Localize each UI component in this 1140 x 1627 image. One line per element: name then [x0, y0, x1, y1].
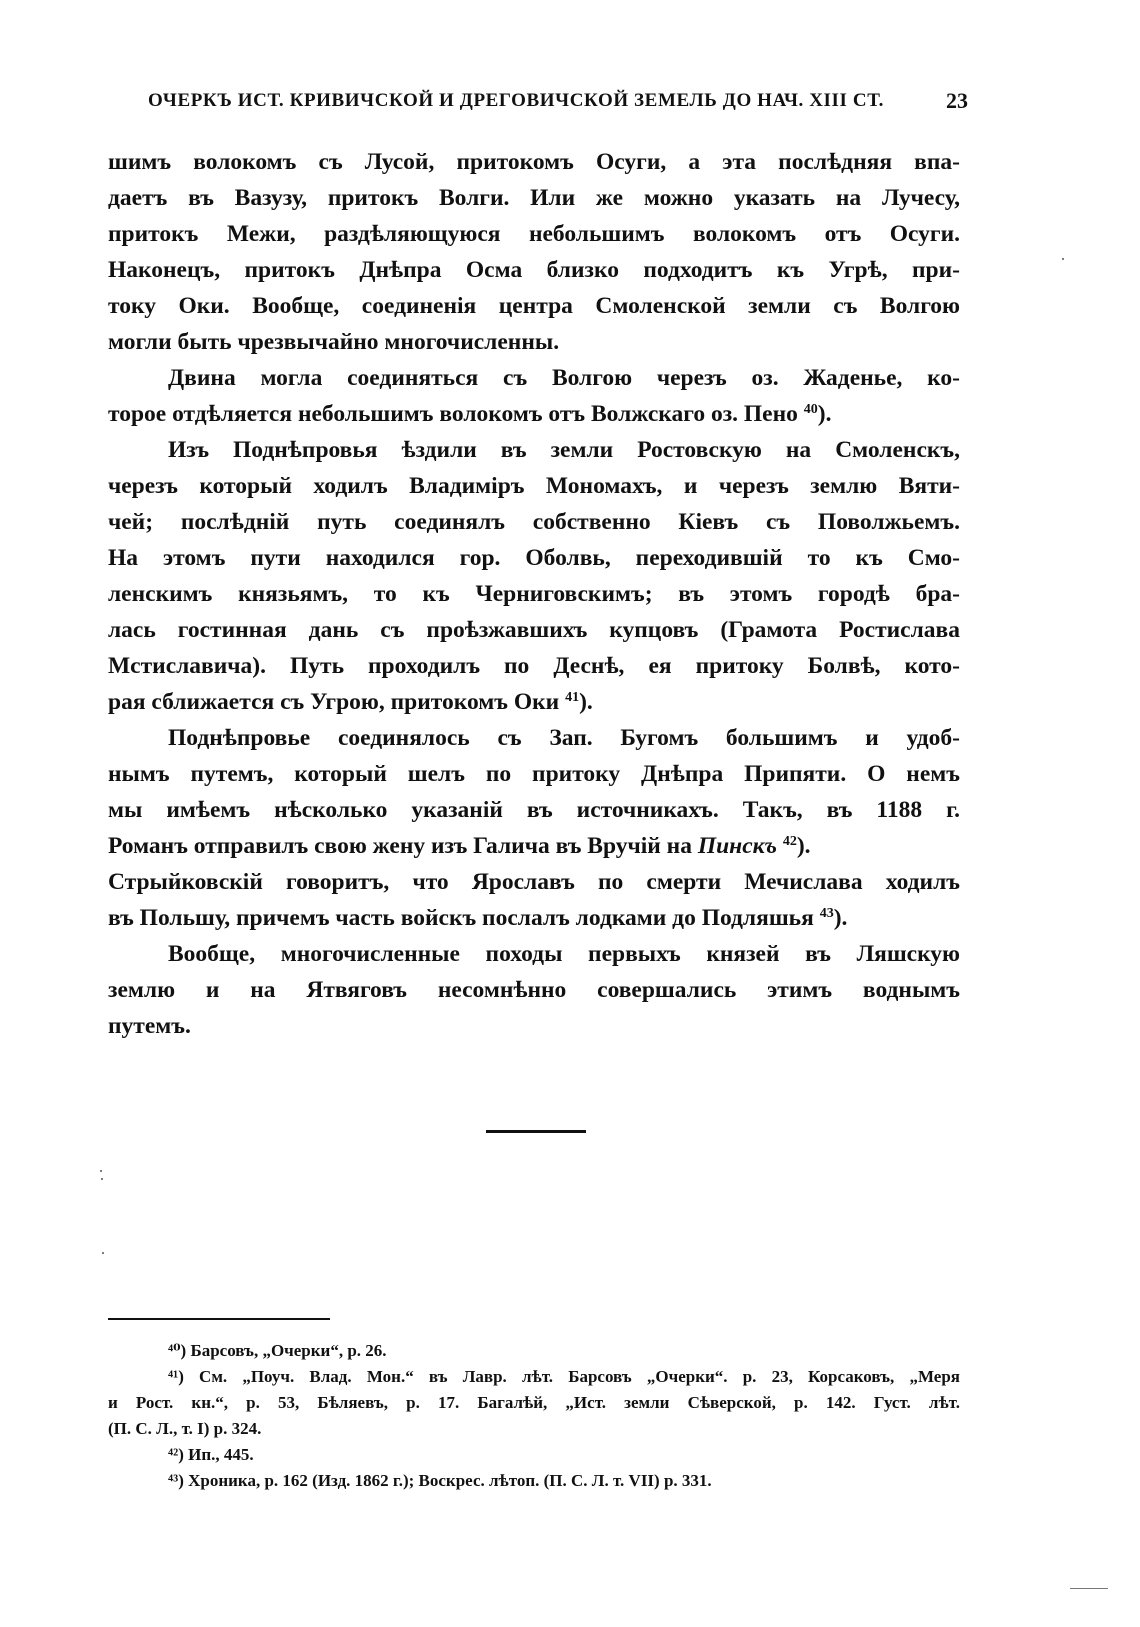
footnote-41-continued: и Рост. кн.“, р. 53, Бѣляевъ, р. 17. Багалѣй, „Ист. земли Сѣверской, р. 142. Густ. лѣт.: [108, 1393, 960, 1412]
text-line: могли быть чрезвычайно многочисленны.: [108, 329, 560, 355]
text-line: землю и на Ятвяговъ несомнѣнно совершались этимъ воднымъ: [108, 977, 960, 1003]
page-number: 23: [946, 88, 968, 113]
footnote-40: ⁴⁰) Барсовъ, „Очерки“, р. 26.: [168, 1341, 387, 1360]
text-line: Мстиславича). Путь проходилъ по Деснѣ, ея притоку Болвѣ, кото-: [108, 653, 960, 679]
text-line: ленскимъ князьямъ, то къ Черниговскимъ; въ этомъ городѣ бра-: [108, 581, 960, 607]
text-line: рая сближается съ Угрою, притокомъ Оки $^{41}$).: [108, 689, 593, 715]
paragraph-first-line: Изъ Поднѣпровья ѣздили въ земли Ростовскую на Смоленскъ,: [168, 437, 960, 463]
paragraph-first-line: Поднѣпровье соединялось съ Зап. Бугомъ большимъ и удоб-: [168, 725, 960, 751]
text-line: въ Польшу, причемъ часть войскъ послалъ лодками до Подляшья $^{43}$).: [108, 905, 848, 931]
text-line: Наконецъ, притокъ Днѣпра Осма близко подходитъ къ Угрѣ, при-: [108, 257, 960, 283]
text-line: шимъ волокомъ съ Лусой, притокомъ Осуги, а эта послѣдняя впа-: [108, 149, 960, 175]
text-line: току Оки. Вообще, соединенія центра Смоленской земли съ Волгою: [108, 293, 960, 319]
footnote-ref: 43: [819, 906, 834, 921]
paragraph-first-line: Вообще, многочисленные походы первыхъ князей въ Ляшскую: [168, 941, 960, 967]
footnote-ref: 40: [803, 402, 818, 417]
text-line: торое отдѣляется небольшимъ волокомъ отъ Волжскаго оз. Пено $^{40}$).: [108, 401, 832, 427]
footnote-ref: 41: [565, 690, 580, 705]
footnote-ref: 42: [782, 834, 797, 849]
footnote-43: ⁴³) Хроника, р. 162 (Изд. 1862 г.); Воскрес. лѣтоп. (П. С. Л. т. VII) р. 331.: [168, 1471, 712, 1490]
text-line: лась гостинная дань съ проѣзжавшихъ купцовъ (Грамота Ростислава: [108, 617, 960, 643]
footnote-41-continued: (П. С. Л., т. I) р. 324.: [108, 1419, 262, 1438]
text-line: черезъ который ходилъ Владиміръ Мономахъ, и черезъ землю Вяти-: [108, 473, 960, 499]
text-line: даетъ въ Вазузу, притокъ Волги. Или же можно указать на Лучесу,: [108, 185, 960, 211]
italic-place-name: Пинскъ: [697, 833, 777, 859]
scan-speck: [102, 1252, 104, 1254]
text-line: чей; послѣдній путь соединялъ собственно Кіевъ съ Поволжьемъ.: [108, 509, 960, 535]
scan-speck: [1062, 258, 1064, 260]
footnote-separator: [108, 1318, 330, 1320]
text-line: Стрыйковскій говоритъ, что Ярославъ по смерти Мечислава ходилъ: [108, 869, 960, 895]
footnote-41: ⁴¹) См. „Поуч. Влад. Мон.“ въ Лавр. лѣт. Барсовъ „Очерки“. р. 23, Корсаковъ, „Меря: [168, 1367, 960, 1386]
footnote-42: ⁴²) Ип., 445.: [168, 1445, 254, 1464]
section-end-rule: [486, 1130, 586, 1133]
scan-speck: [101, 1178, 103, 1180]
text-line: нымъ путемъ, который шелъ по притоку Днѣпра Припяти. О немъ: [108, 761, 960, 787]
text-line: притокъ Межи, раздѣляющуюся небольшимъ волокомъ отъ Осуги.: [108, 221, 960, 247]
scan-edge-mark: [1070, 1588, 1108, 1589]
text-line: Романъ отправилъ свою жену изъ Галича въ Вручій на Пинскъ $^{42}$).: [108, 833, 811, 859]
text-line: мы имѣемъ нѣсколько указаній въ источникахъ. Такъ, въ 1188 г.: [108, 797, 960, 823]
page-header: [148, 88, 968, 118]
text-line: путемъ.: [108, 1013, 191, 1039]
paragraph-first-line: Двина могла соединяться съ Волгою черезъ оз. Жаденье, ко-: [168, 365, 960, 391]
text-line: На этомъ пути находился гор. Оболвь, переходившій то къ Смо-: [108, 545, 960, 571]
scan-speck: [100, 1170, 102, 1172]
running-head: ОЧЕРКЪ ИСТ. КРИВИЧСКОЙ И ДРЕГОВИЧСКОЙ ЗЕМЕЛЬ ДО НАЧ. XIII СТ.: [148, 90, 884, 111]
